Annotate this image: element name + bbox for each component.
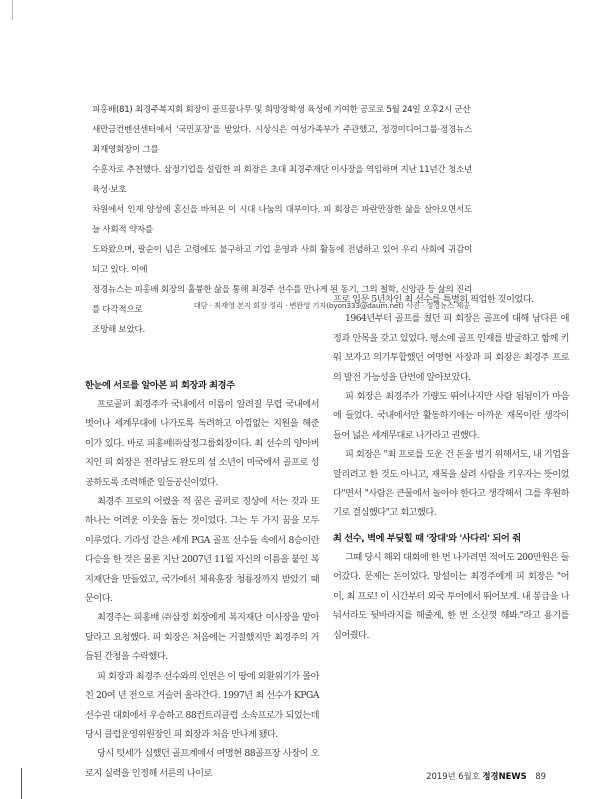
intro-line: 차원에서 인재 양성에 혼신을 바쳐온 이 시대 나눔의 대부이다. 피 회장은 파란만장한 삶을 살아오면서도 늘 사회적 약자를: [92, 205, 472, 235]
issue-date: 2019년 6월호: [426, 771, 480, 781]
paragraph: 프로 입문 5년차인 최 선수를 특별히 픽업한 것이었다.: [333, 294, 534, 305]
section-heading-left: 한눈에 서로를 알아본 피 회장과 최경주: [85, 380, 235, 391]
left-column: [85, 376, 319, 783]
page-footer: [426, 770, 546, 782]
paragraph: 프로골퍼 최경주가 국내에서 이름이 알려질 무렵 국내에서 벗어나 세계무대에 나가도록 독려하고 아낌없는 지원을 해준 이가 있다. 바로 피홍배㈜삼정그룹회장이다. 최 선수의 양아버지인 피 회장은 전라남도 완도의 섬 소년이 미국에서 골프로 성공하도록 조력해준 일등공신이었다.: [85, 399, 319, 488]
paragraph: 피 회장은 최경주가 기량도 뛰어나지만 사람 됨됨이가 마음에 들었다. 국내에서만 활동하기에는 아까운 재목이란 생각이 들어 넓은 세계무대로 나가라고 권했다.: [333, 391, 569, 441]
article-credits: 대담 · 최재영 본지 회장 정리 · 변완영 기자(byon333@daum.net) 사진 · 정경뉴스 제공: [193, 301, 470, 310]
paragraph: 당시 텃세가 심했던 골프계에서 여명현 88골프장 사장이 오로지 실력을 인정해 서른의 나이로: [85, 748, 319, 779]
right-column: [333, 290, 569, 645]
page-number: 89: [535, 771, 546, 781]
intro-line: 조망해 보았다.: [92, 325, 145, 335]
paragraph: 피 회장과 최경주 선수와의 인연은 이 땅에 외환위기가 몰아친 20여 년 전으로 거슬러 올라간다. 1997년 최 선수가 KPGA선수권 대회에서 우승하고 88컨트리클럽 소속프로가 되었는데 당시 클럽운영위원장인 피 회장과 처음 만나게 됐다.: [85, 670, 319, 740]
crop-mark: [0, 0, 13, 20]
paragraph: 최경주는 피홍배 ㈜삼정 회장에게 복지재단 이사장을 맡아 달라고 요청했다. 피 회장은 처음에는 거절했지만 최경주의 거듭된 간청을 수락했다.: [85, 612, 319, 663]
paragraph: 그때 당시 해외 대회에 한 번 나가려면 적어도 200만원은 들어갔다. 문제는 돈이었다. 망설이는 최경주에게 피 회장은 "어이, 최 프로! 이 시간부터 외국 투어에서 뛰어보게. 내 봉급을 나눠서라도 뒷바라지를 해줄게, 한 번 소신껏 해봐."라고 용기를 심어줬다.: [333, 551, 569, 641]
magazine-brand: 정경NEWS: [482, 771, 527, 781]
intro-line: 피홍배(81) 최경주복지회 회장이 골프꿈나무 및 희망장학생 육성에 기여한 공로로 5월 24일 오후2시 군산: [92, 105, 471, 115]
paragraph: 최경주 프로의 어렸을 적 꿈은 골퍼로 정상에 서는 것과 또 하나는 어려운 이웃을 돕는 것이었다. 그는 두 가지 꿈을 모두 이루었다. 기라성 같은 세계 PGA 골프 선수들 속에서 8승이란 다승을 한 것은 물론 지난 2007년 11월 자신의 이름을 붙인 복지재단을 만들었고, 국가에서 체육훈장 청룡장까지 받았기 때문이다.: [85, 496, 319, 605]
crop-mark: [21, 768, 22, 799]
intro-line: 도와왔으며, 팔순이 넘은 고령에도 불구하고 기업 운영과 사회 활동에 전념하고 있어 우리 사회에 귀감이 되고 있다. 이에: [92, 245, 472, 275]
paragraph: 1964년부터 골프를 쳤던 피 회장은 골프에 대해 남다른 애정과 안목을 갖고 있었다. 평소에 골프 인재를 발굴하고 함께 키워 보자고 의기투합했던 여명현 사장과 피 회장은 최경주 프로의 발전 가능성을 단번에 알아보았다.: [333, 313, 569, 383]
intro-line: 수훈자로 추천했다. 삼정기업을 설립한 피 회장은 초대 최경주재단 이사장을 역임하며 지난 11년간 청소년 육성·보호: [92, 165, 472, 195]
intro-line: 정경뉴스는 피홍배 회장의 훌륭한 삶을 통해 최경주 선수를 만나게 된 동기, 그의 철학, 신앙관 등 삶의 진리를 다각적으로: [92, 285, 472, 315]
paragraph: 피 회장은 "최 프로를 도운 건 돈을 벌기 위해서도, 내 기업을 알리려고 한 것도 아니고, 재목을 살려 사람을 키우자는 뜻이었다"면서 "사람은 큰물에서 놀아야 한다고 생각해서 그를 후원하기로 결심했다"고 회고했다.: [333, 449, 569, 519]
intro-line: 새만금컨벤션센터에서 '국민포장'을 받았다. 시상식은 여성가족부가 주관했고, 정경미디어그룹·정경뉴스 최재영회장이 그를: [92, 125, 472, 155]
section-heading-right: 최 선수, 벽에 부딪힐 때 '장대'와 '사다리' 되어 줘: [333, 532, 521, 544]
